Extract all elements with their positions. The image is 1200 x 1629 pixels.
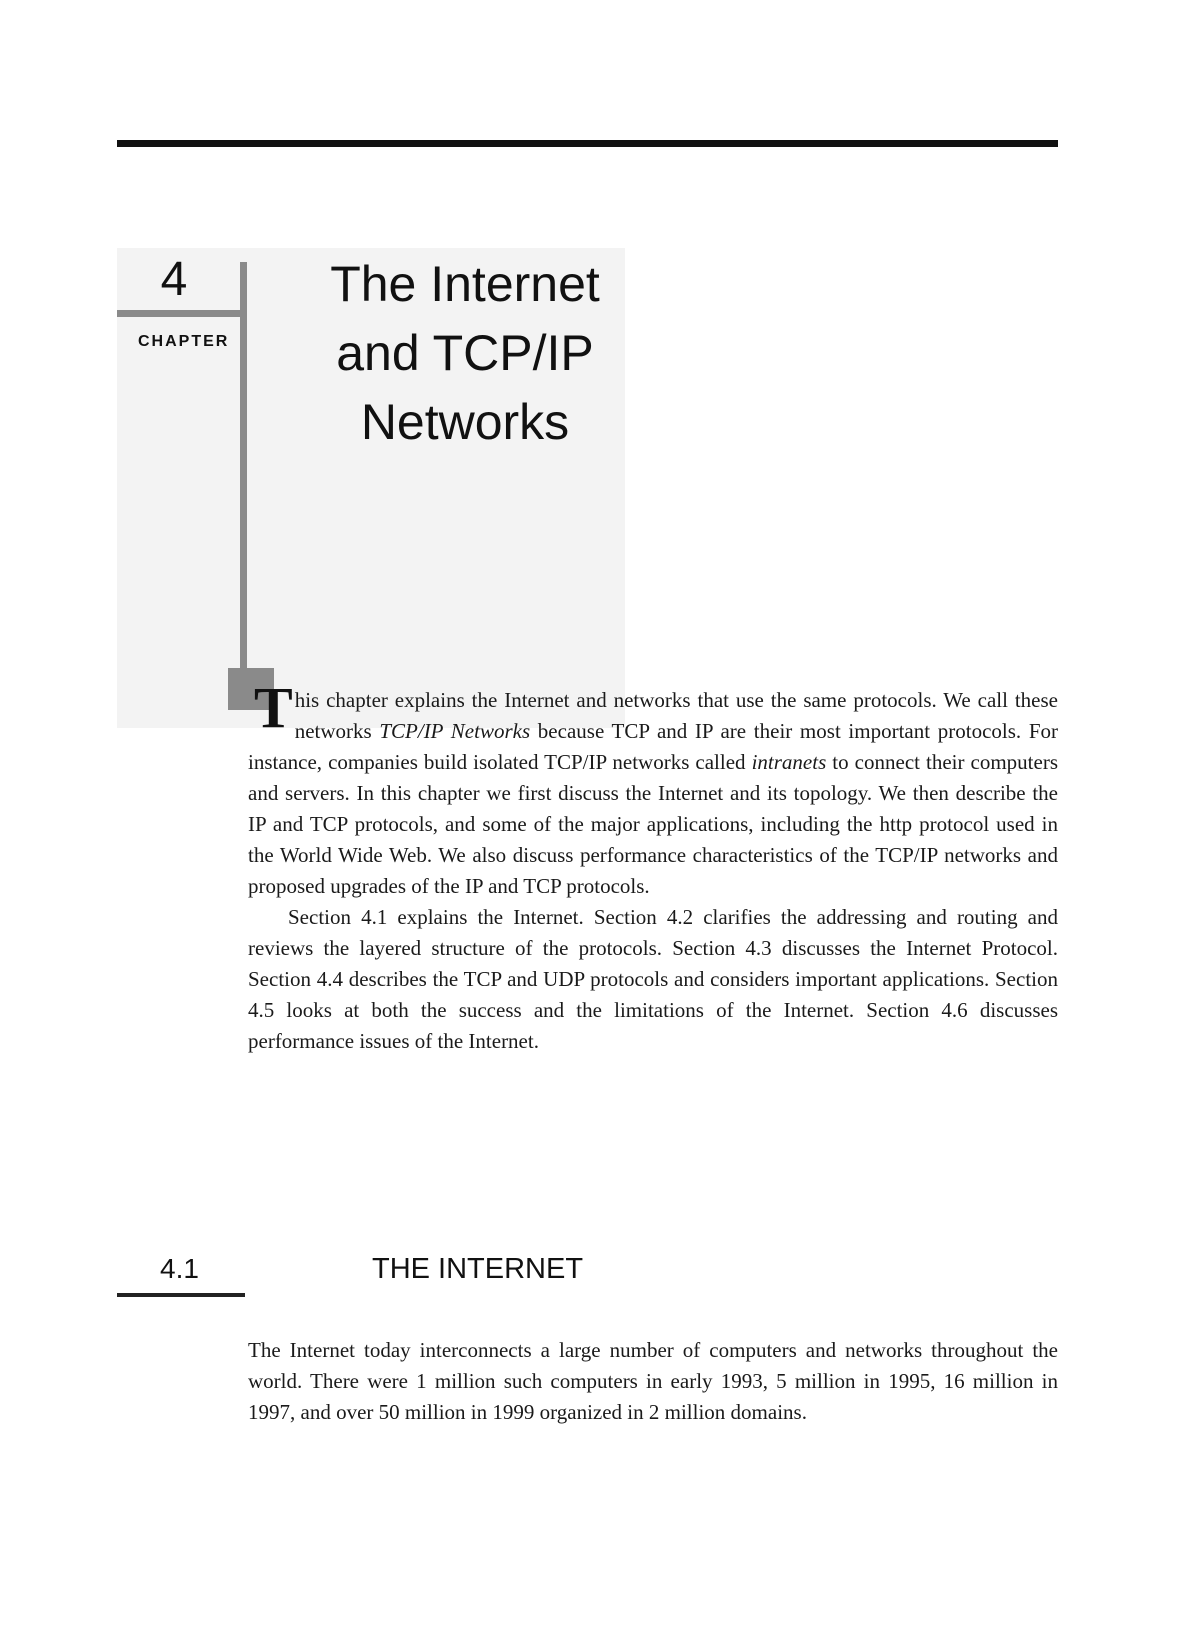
- intro-text-run: to connect their computers and servers. In this chapter we first discuss the Internet and its topology. We then describe the IP and TCP protocols, and some of the major applications, including the http protocol used in the World Wide Web. We also discuss performance characteristics of the TCP/IP networks and proposed upgrades of the IP and TCP protocols.: [248, 750, 1059, 898]
- section-title: THE INTERNET: [372, 1253, 584, 1285]
- chapter-label: CHAPTER: [138, 333, 230, 350]
- intro-paragraph-2: Section 4.1 explains the Internet. Section 4.2 clarifies the addressing and routing and reviews the layered structure of the protocols. Section 4.3 discusses the Internet Protocol. Section 4.4 describes the TCP and UDP protocols and considers important applications. Section 4.5 looks at both the success and the limitations of the Internet. Section 4.6 discusses performance issues of the Internet.: [248, 905, 1058, 1053]
- chapter-number: 4: [160, 253, 188, 306]
- section-number: 4.1: [160, 1253, 199, 1284]
- chapter-vertical-bar: [240, 262, 247, 678]
- term-intranets: intranets: [751, 750, 827, 774]
- chapter-title: [290, 250, 640, 457]
- section-body: [248, 1335, 1058, 1428]
- chapter-number-rule: [117, 310, 247, 317]
- section-number-rule: [117, 1293, 245, 1297]
- top-page-rule: [117, 140, 1058, 147]
- intro-text-run: because TCP and IP are their most important protocols. For instance, companies build isolated TCP/IP networks called: [248, 719, 1058, 774]
- intro-paragraph-1: [248, 675, 1059, 902]
- chapter-title-line: The Internet: [330, 256, 600, 312]
- intro-text-run: his chapter explains the Internet and networks that use the same protocols. We call these networks: [294, 688, 1058, 743]
- intro-text: [248, 675, 1059, 1057]
- section-paragraph: The Internet today interconnects a large number of computers and networks throughout the world. There were 1 million such computers in early 1993, 5 million in 1995, 16 million in 1997, and over 50 million in 1999 organized in 2 million domains.: [248, 1338, 1058, 1424]
- chapter-title-line: Networks: [360, 394, 570, 450]
- drop-cap: T: [254, 675, 293, 740]
- chapter-title-line: and TCP/IP: [336, 325, 594, 381]
- term-tcpip-networks: TCP/IP Networks: [379, 719, 531, 743]
